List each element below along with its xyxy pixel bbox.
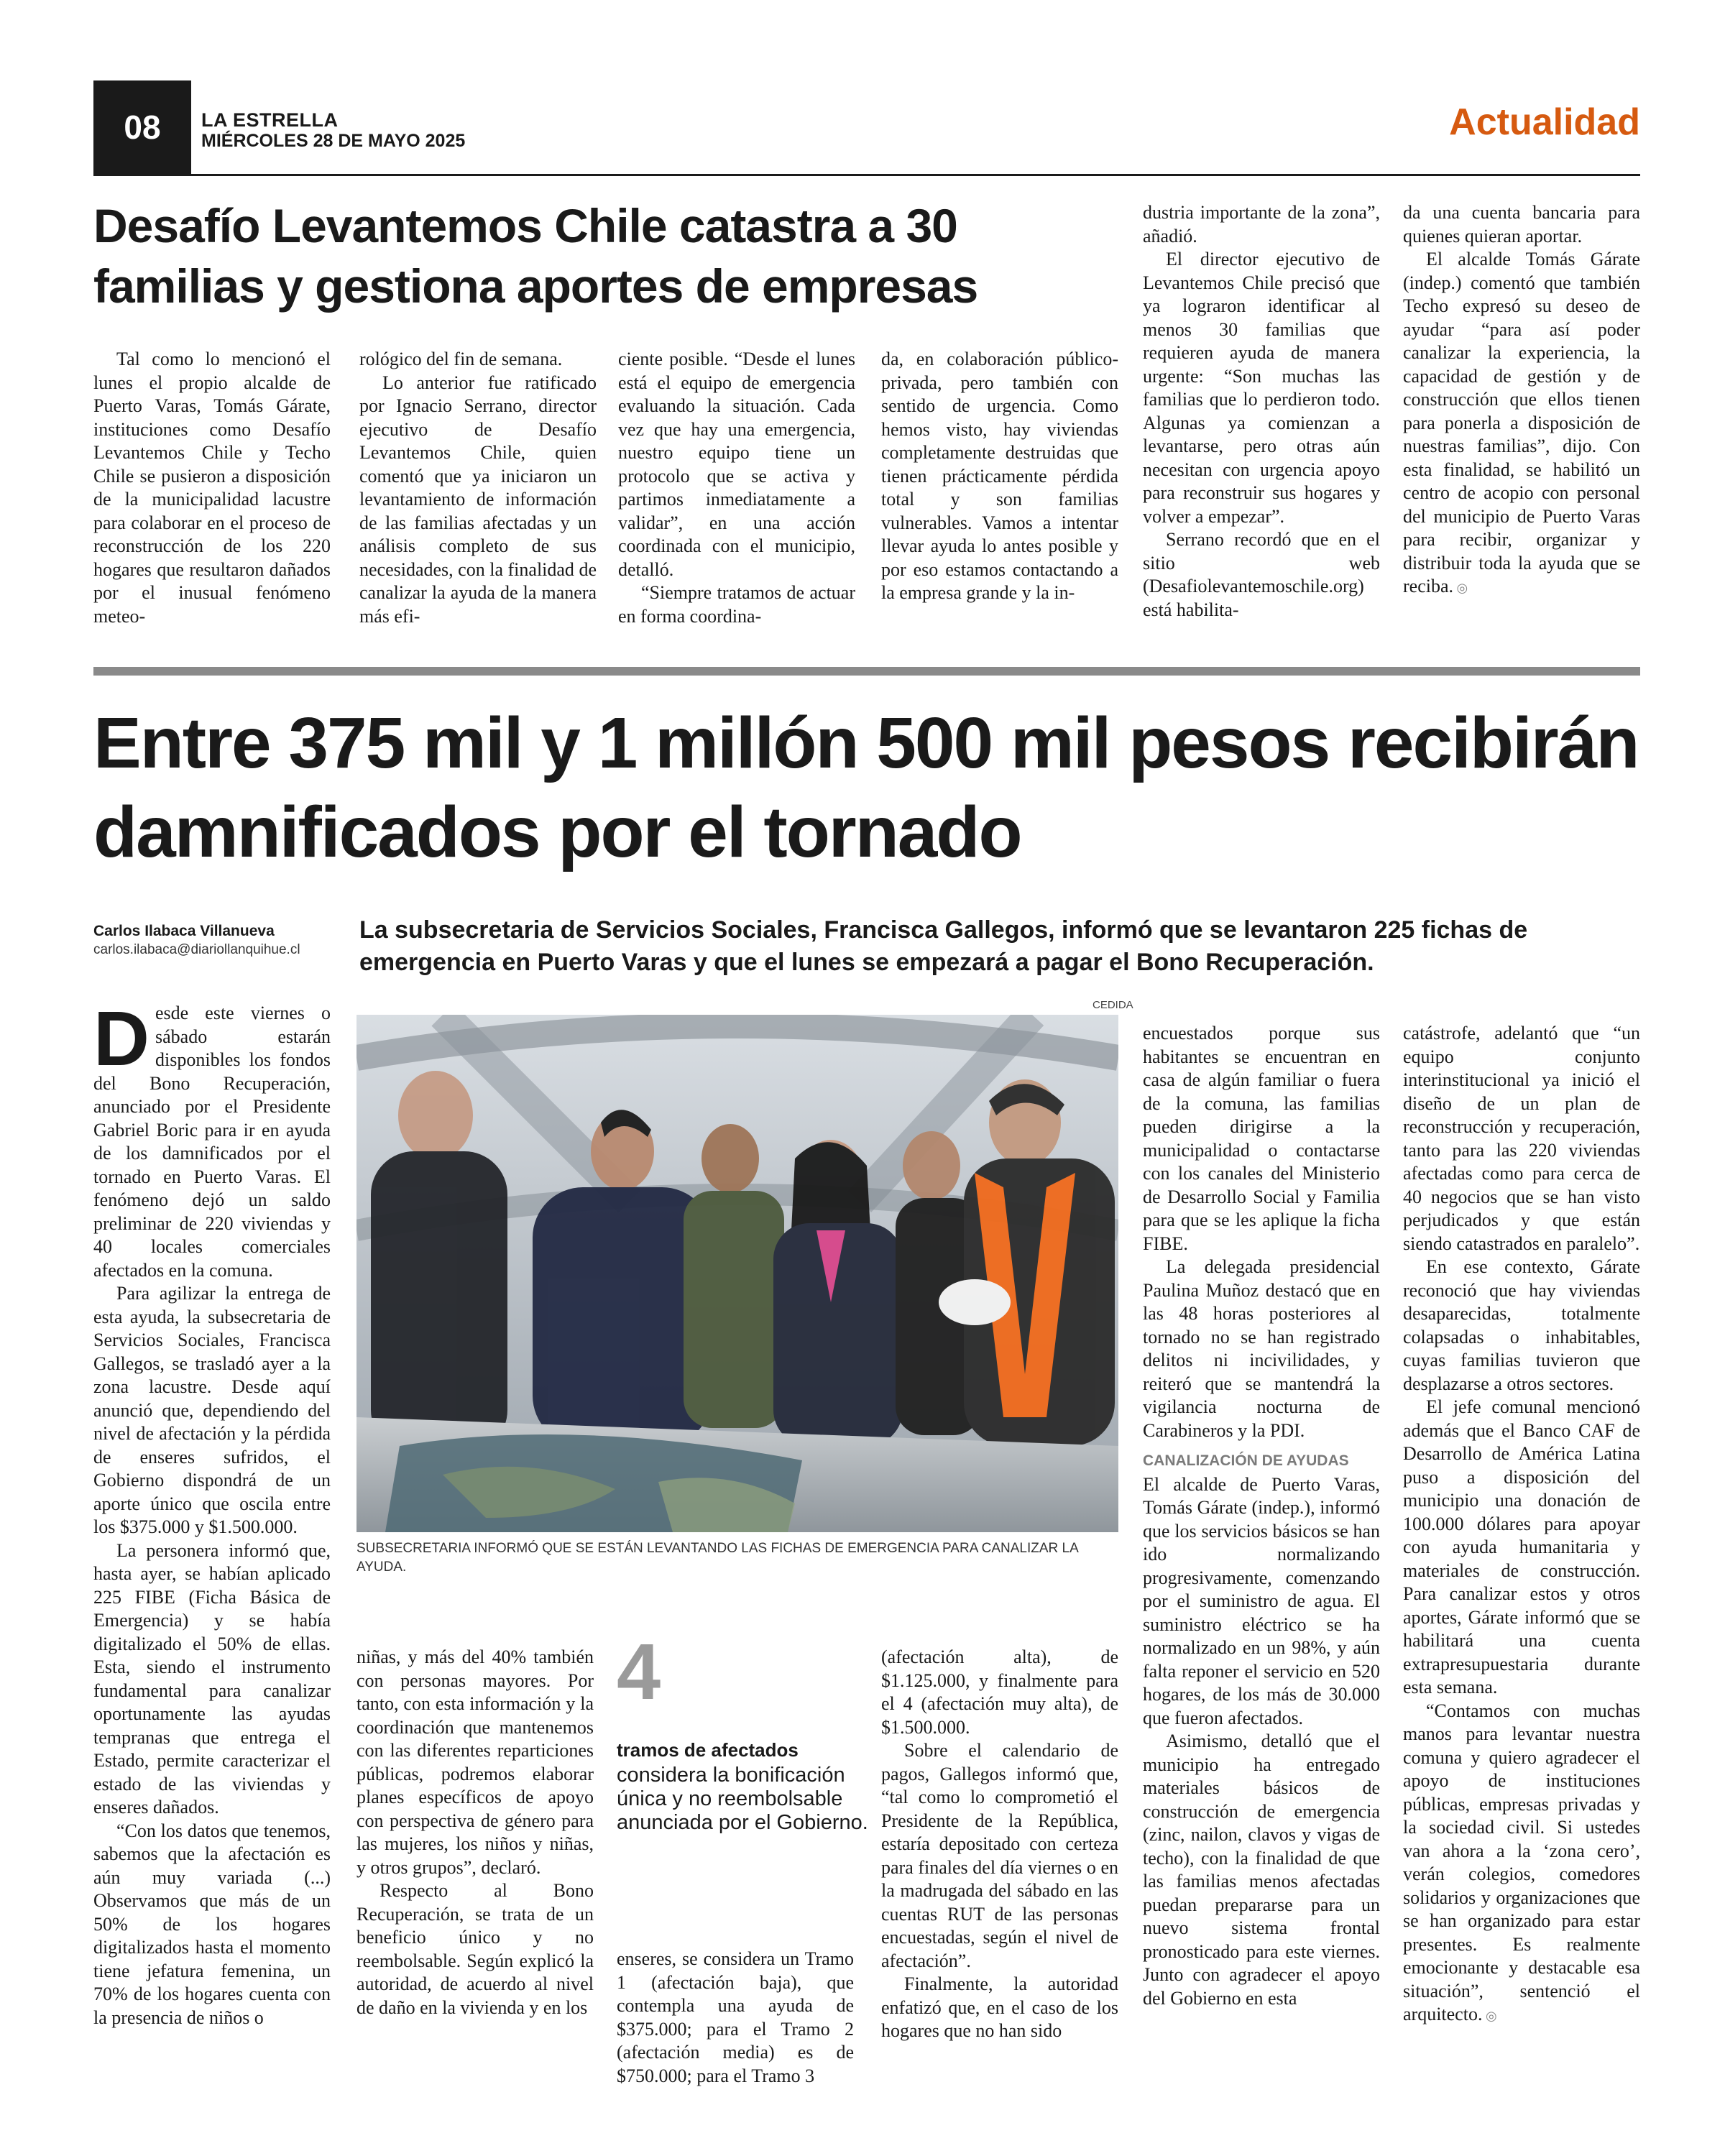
article1-column-4 <box>881 348 1118 642</box>
paragraph: Serrano recordó que en el sitio web (Desafiolevantemoschile.org) está habilita- <box>1143 529 1380 620</box>
paragraph: Asimismo, detalló que el municipio ha entregado materiales básicos de construcción de emergencia (zinc, nailon, clavos y vigas de techo), con la finalidad de que las familias menos afectadas puedan prepararse para un nuevo sistema frontal pronosticado para este viernes. Junto con agradecer el apoyo del Gobierno en esta <box>1143 1731 1380 2009</box>
photo-credit: CEDIDA <box>1092 999 1133 1011</box>
paragraph: da, en colaboración público-privada, pero también con sentido de urgencia. Como hemos visto, hay viviendas completamente destruidas que tienen prácticamente pérdida total y son familias vulnerables. Vamos a intentar llevar ayuda lo antes posible y por eso estamos contactando a la empresa grande y la in- <box>881 349 1118 603</box>
author-name: Carlos Ilabaca Villanueva <box>93 923 275 939</box>
subheading: CANALIZACIÓN DE AYUDAS <box>1143 1452 1349 1469</box>
paragraph: esde este viernes o sábado estarán disponibles los fondos del Bono Recuperación, anunciado por el Presidente Gabriel Boric para ir en ayuda de los damnificados por el tornado en Puerto Varas. El fenómeno dejó un saldo preliminar de 220 viviendas y 40 locales comerciales afectados en la comuna. <box>93 1003 331 1281</box>
section-label: Actualidad <box>1449 101 1640 143</box>
paragraph: “Contamos con muchas manos para levantar nuestra comuna y quiero agradecer el apoyo de instituciones públicas, empresas privadas y la sociedad civil. Si ustedes van ahora a la ‘zona cero’, verán colegios, comedores solidarios y organizaciones que se han organizado para estar presentes. Es realmente emocionante y destacable esa situación”, sentenció el arquitecto. ◎ <box>1403 1700 1640 2028</box>
article1-headline: Desafío Levantemos Chile catastra a 30 familias y gestiona aportes de empresas <box>93 199 978 313</box>
article-deck: La subsecretaria de Servicios Sociales, Francisca Gallegos, informó que se levantaron 225 fichas de emergencia en Puerto Varas y que el lunes se empezará a pagar el Bono Recuperación. <box>359 916 1528 976</box>
paragraph: Respecto al Bono Recuperación, se trata de un beneficio único y no reembolsable. Según explicó la autoridad, de acuerdo al nivel de daño en la vivienda y en los <box>356 1880 594 2018</box>
paragraph: Finalmente, la autoridad enfatizó que, en el caso de los hogares que no han sido <box>881 1973 1118 2041</box>
paragraph: Para agilizar la entrega de esta ayuda, la subsecretaria de Servicios Sociales, Francisca Gallegos, se trasladó ayer a la zona lacustre. Desde aquí anunció que, dependiendo del nivel de afectación y la pérdida de enseres sufridos, el Gobierno dispondrá de un aporte único que oscila entre los $375.000 y $1.500.000. <box>93 1283 331 1537</box>
paragraph: Sobre el calendario de pagos, Gallegos informó que, “tal como lo comprometió el Presidente de la República, estaría depositado con certeza para finales del día viernes o en la madrugada del sábado en las cuentas RUT de las personas encuestadas, según el nivel de afectación”. <box>881 1740 1118 1971</box>
article-photo <box>356 1015 1118 1532</box>
paragraph: “Con los datos que tenemos, sabemos que la afectación es aún muy variada (...) Observamos que más de un 50% de los hogares digitalizados hasta el momento tiene jefatura femenina, un 70% de los hogares cuenta con la presencia de niños o <box>93 1820 331 2028</box>
article2-column-2 <box>356 1646 594 2088</box>
paragraph: catástrofe, adelantó que “un equipo conjunto interinstitucional ya inició el diseño de un plan de reconstrucción y recuperación, tanto para las 220 viviendas afectadas como para cerca de 40 negocios que se han visto perjudicados y que están siendo catastrados en paralelo”. <box>1403 1023 1640 1254</box>
article2-headline: Entre 375 mil y 1 millón 500 mil pesos recibirán damnificados por el tornado <box>93 703 1639 872</box>
paragraph: ciente posible. “Desde el lunes está el equipo de emergencia evaluando la situación. Cada vez que hay una emergencia, nuestro equipo tiene un protocolo que se activa y partimos inmediatamente a validar”, en una acción coordinada con el municipio, detalló. <box>618 349 855 580</box>
paragraph: En ese contexto, Gárate reconoció que hay viviendas desaparecidas, totalmente colapsadas o inhabitables, cuyas familias tuvieron que desplazarse a otros sectores. <box>1403 1256 1640 1394</box>
paragraph: Tal como lo mencionó el lunes el propio alcalde de Puerto Varas, Tomás Gárate, instituciones como Desafío Levantemos Chile y Techo Chile se pusieron a disposición de la municipalidad lacustre para colaborar en el proceso de reconstrucción de los 220 hogares que resultaron dañados por el inusual fenómeno meteo- <box>93 349 331 627</box>
paragraph: niñas, y más del 40% también con personas mayores. Por tanto, con esta información y la coordinación que mantenemos con las diferentes reparticiones públicas, podremos elaborar planes específicos de apoyo con perspectiva de género para las mujeres, los niños y niñas, y otros grupos”, declaró. <box>356 1646 594 1878</box>
article2-column-4 <box>1143 1022 1380 2088</box>
paragraph: El alcalde de Puerto Varas, Tomás Gárate (indep.), informó que los servicios básicos se han ido normalizando progresivamente, comenzando por el suministro de agua. El suministro eléctrico se ha normalizado en un 98%, y aún falta reponer el servicio en 520 hogares, de los más de 30.000 que fueron afectados. <box>1143 1473 1380 1728</box>
paragraph: dustria importante de la zona”, añadió. <box>1143 202 1380 247</box>
photo-caption: SUBSECRETARIA INFORMÓ QUE SE ESTÁN LEVANTANDO LAS FICHAS DE EMERGENCIA PARA CANALIZAR LA AYUDA. <box>356 1541 1078 1575</box>
article1-column-3 <box>618 348 855 642</box>
article1-column-2 <box>359 348 597 642</box>
drop-cap: D <box>93 1002 150 1082</box>
article2-column-3 <box>881 1646 1118 2088</box>
article2-column-5 <box>1403 1022 1640 2088</box>
article1-column-6 <box>1403 201 1640 642</box>
paragraph: enseres, se considera un Tramo 1 (afectación baja), que contempla una ayuda de $375.000; para el Tramo 2 (afectación media) es de $750.000; para el Tramo 3 <box>617 1948 854 2086</box>
fact-title: tramos de afectados <box>617 1739 799 1761</box>
page-number: 08 <box>93 80 191 174</box>
publication-date: MIÉRCOLES 28 DE MAYO 2025 <box>201 131 466 151</box>
author-email: carlos.ilabaca@diariollanquihue.cl <box>93 942 300 957</box>
paragraph: La personera informó que, hasta ayer, se habían aplicado 225 FIBE (Ficha Básica de Emergencia) y se había digitalizado el 50% de ellas. Esta, siendo el instrumento fundamental para canalizar oportunamente las ayudas tempranas que entrega el Estado, permite caracterizar el estado de las viviendas y enseres dañados. <box>93 1539 331 1818</box>
paragraph: El director ejecutivo de Levantemos Chile precisó que ya lograron identificar al menos 30 familias que requieren ayuda de manera urgente: “Son muchas las familias que lo perdieron todo. Algunas ya comienzan a levantarse, pero otras aún necesitan con urgencia apoyo para reconstruir sus hogares y volver a empezar”. <box>1143 249 1380 527</box>
paragraph: El jefe comunal mencionó además que el Banco CAF de Desarrollo de América Latina puso a disposición del municipio una donación de 100.000 dólares para apoyar con ayuda humanitaria y materiales de construcción. Para canalizar estos y otros aportes, Gárate informó que se habilitará una cuenta extrapresupuestaria durante esta semana. <box>1403 1396 1640 1697</box>
paragraph: encuestados porque sus habitantes se encuentran en casa de algún familiar o fuera de la comuna, las familias pueden dirigirse a la municipalidad o contactarse con los canales del Ministerio de Desarrollo Social y Familia para que se les aplique la ficha FIBE. <box>1143 1023 1380 1254</box>
paragraph: “Siempre tratamos de actuar en forma coordina- <box>618 582 855 627</box>
paragraph: (afectación alta), de $1.125.000, y finalmente para el 4 (afectación muy alta), de $1.500.000. <box>881 1646 1118 1738</box>
paragraph: da una cuenta bancaria para quienes quieran aportar. <box>1403 202 1640 247</box>
article2-column-enseres <box>617 1948 854 2088</box>
paragraph: La delegada presidencial Paulina Muñoz destacó que en las 48 horas posteriores al tornado no se han registrado delitos ni incivilidades, y reiteró que se mantendrá la vigilancia nocturna de Carabineros y la PDI. <box>1143 1256 1380 1441</box>
header-rule <box>93 174 1640 176</box>
paragraph: El alcalde Tomás Gárate (indep.) comentó que también Techo expresó su deseo de ayudar “para así poder canalizar la experiencia, la capacidad de gestión y de construcción que ellos tienen para ponerla a disposición de nuestras familias”, dijo. Con esta finalidad, se habilitó un centro de acopio con personal del municipio de Puerto Varas para recibir, organizar y distribuir toda la ayuda que se reciba. ◎ <box>1403 248 1640 600</box>
publication-name: LA ESTRELLA <box>201 109 339 131</box>
fact-text: considera la bonificación única y no reembolsable anunciada por el Gobierno. <box>617 1764 868 1834</box>
paragraph: Lo anterior fue ratificado por Ignacio Serrano, director ejecutivo de Desafío Levantemos Chile, quien comentó que ya iniciaron un levantamiento de información de las familias afectadas y un análisis completo de sus necesidades, con la finalidad de canalizar la ayuda de la manera más efi- <box>359 372 597 627</box>
paragraph: rológico del fin de semana. <box>359 349 563 369</box>
article1-column-1 <box>93 348 331 642</box>
photo-illustration <box>356 1015 1118 1532</box>
article-divider <box>93 667 1640 676</box>
article1-column-5 <box>1143 201 1380 642</box>
article2-column-1 <box>93 1002 331 2088</box>
fact-number: 4 <box>617 1628 661 1716</box>
